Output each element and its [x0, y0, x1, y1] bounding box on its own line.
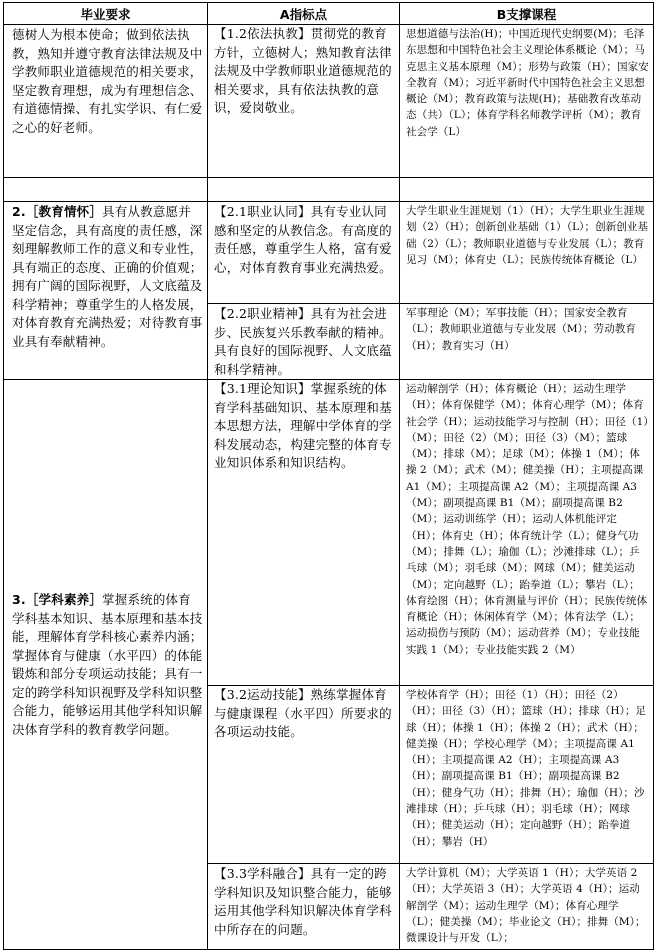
header-graduation-requirement: 毕业要求 [4, 3, 208, 25]
indicator-3-2-cell [208, 686, 400, 864]
requirement-2-cell [4, 202, 208, 380]
table-row [4, 380, 654, 686]
requirement-1-text: 德树人为根本使命；做到依法执教，熟知并遵守教育法律法规及中学教师职业道德规范的相关要求，坚定教育理想，成为有理想信念、有道德情操、有扎实学识、有仁爱之心的好老师。 [12, 27, 203, 135]
courses-2-1-text: 大学生职业生涯规划（1）（H）；大学生职业生涯规划（2）（H）；创新创业基础（1）（L）；创新创业基础（2）（L）；教师职业道德与专业发展（L）；教育见习（M）；体育史（L）；民族传统体育概论（L） [406, 205, 649, 266]
courses-1-2-cell [400, 25, 654, 178]
courses-3-3-cell [400, 864, 654, 950]
header-supporting-courses: B支撑课程 [400, 3, 654, 25]
indicator-2-2-text: 【2.2职业精神】具有为社会进步、民族复兴乐教奉献的精神。具有良好的国际视野、人文底蕴和科学精神。 [214, 306, 392, 377]
courses-3-2-text: 学校体育学（H）；田径（1）（H）；田径（2）（H）；田径（3）（H）；篮球（H）；排球（H）；足球（H）；体操 1（H）；体操 2（H）；武术（H）；健美操（H）；学校心理学（M）；主项提高课 A1（H）；主项提高课 A2（H）；主项提高课 A3（H）；副项提高课 B1（H）；副项提高课 B2（H）；健身气功（H）；排舞（H）；瑜伽（H）；沙滩排球（H）；乒乓球（H）；羽毛球（H）；网球（H）；健美运动（H）；定向越野（H）；跆拳道（H）；攀岩（H） [406, 689, 647, 848]
courses-3-1-text: 运动解剖学（H）；体育概论（H）；运动生理学（H）；体育保健学（M）；体育心理学（M）；体育社会学（H）；运动技能学习与控制（H）；田径（1）（M）；田径（2）（M）；田径（3）（M）；篮球（M）；排球（M）；足球（M）；体操 1（M）；体操 2（M）；武术（M）；健美操（H）；主项提高课 A1（M）；主项提高课 A2（M）；主项提高课 A3（M）；副项提高课 B1（M）；副项提高课 B2（M）；运动训练学（H）；运动人体机能评定（H）；体育史（H）；体育统计学（L）；健身气功（M）；排舞（L）；瑜伽（L）；沙滩排球（L）；乒乓球（M）；羽毛球（M）；网球（M）；健美运动（M）；定向越野（L）；跆拳道（L）；攀岩（L）；体育绘图（H）；体育测量与评价（H）；民族传统体育概论（H）；休闲体育学（M）；体育法学（L）；运动损伤与预防（M）；运动营养（M）；专业技能实践 1（M）；专业技能实践 2（M） [406, 383, 649, 656]
courses-2-2-text: 军事理论（M）；军事技能（H）；国家安全教育（L）；教师职业道德与专业发展（M）；劳动教育（H）；教育实习（H） [406, 307, 637, 352]
indicator-2-2-cell [208, 304, 400, 380]
indicator-1-2-text: 【1.2依法执教】贯彻党的教育方针，立德树人；熟知教育法律法规及中学教师职业道德规范的相关要求，具有依法执教的意识，爱岗敬业。 [214, 26, 392, 115]
indicator-3-1-text: 【3.1理论知识】掌握系统的体育学科基础知识、基本原理和基本思想方法，理解中学体育的学科发展动态，构建完整的体育专业知识体系和知识结构。 [214, 381, 392, 470]
requirement-2-text: 具有从教意愿并坚定信念，具有高度的责任感，深刻理解教师工作的意义和专业性，具有端正的态度、正确的价值观；拥有广阔的国际视野，人文底蕴及科学精神；尊重学生的人格发展，对体育教育充满热爱；对待教育事业具有奉献精神。 [12, 204, 203, 349]
courses-2-1-cell [400, 202, 654, 304]
courses-1-2-text: 思想道德与法治(H)；中国近现代史纲要(M)；毛泽东思想和中国特色社会主义理论体系概论（M）；马克思主义基本原理（M）；形势与政策（H）；国家安全教育（M）；习近平新时代中国特色社会主义思想概论（M）；教育政策与法规(H)；基础教育改革动态（共）（L）；体育学科名师教学评析（M）；教育社会学（L） [406, 28, 649, 138]
requirement-2-number: 2.［教育情怀］ [12, 204, 103, 219]
requirement-3-number: 3.［学科素养］ [12, 592, 103, 607]
indicator-2-1-cell [208, 202, 400, 304]
requirement-3-cell [4, 380, 208, 950]
requirement-1-cell [4, 25, 208, 178]
indicator-1-2-cell [208, 25, 400, 178]
courses-3-3-text: 大学计算机（M）；大学英语 1（H）；大学英语 2（H）；大学英语 3（H）；大学英语 4（H）；运动解剖学（M）；运动生理学（M）；体育心理学（L）；健美操（M）；毕业论文（H）；排舞（M）；微课设计与开发（L）； [406, 867, 646, 945]
indicator-3-3-text: 【3.3学科融合】具有一定的跨学科知识及知识整合能力，能够运用其他学科知识解决体育学科中所存在的问题。 [214, 866, 392, 937]
indicator-3-3-cell [208, 864, 400, 950]
indicator-3-1-cell [208, 380, 400, 686]
courses-2-2-cell [400, 304, 654, 380]
requirement-3-text: 掌握系统的体育学科基本知识、基本原理和基本技能，理解体育学科核心素养内涵；掌握体育与健康（水平四）的体能锻炼和部分专项运动技能；具有一定的跨学科知识视野及学科知识整合能力，能够运用其他学科知识解决体育学科的教育教学问题。 [12, 592, 203, 737]
courses-3-1-cell [400, 380, 654, 686]
graduation-requirements-table [3, 2, 654, 950]
table-row [4, 202, 654, 304]
header-indicator-point: A指标点 [208, 3, 400, 25]
indicator-2-1-text: 【2.1职业认同】具有专业认同感和坚定的从教信念。有高度的责任感，尊重学生人格，富有爱心，对体育教育事业充满热爱。 [214, 204, 392, 275]
table-row-spacer [4, 178, 654, 202]
table-row [4, 25, 654, 178]
table-header-row [4, 3, 654, 25]
indicator-3-2-text: 【3.2运动技能】熟练掌握体育与健康课程（水平四）所要求的各项运动技能。 [214, 687, 392, 739]
courses-3-2-cell [400, 686, 654, 864]
